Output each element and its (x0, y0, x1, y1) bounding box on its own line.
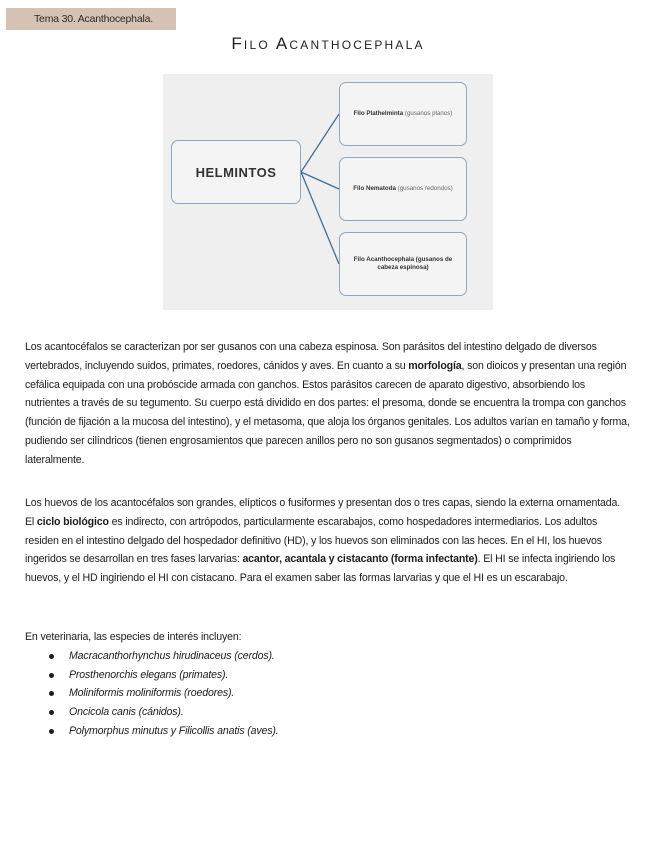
diagram-root-label: HELMINTOS (195, 164, 277, 180)
list-item: Prosthenorchis elegans (primates). (25, 666, 630, 685)
text-run: , son dioicos y presentan una región cefálica equipada con una probóscide armada con ganchos. Estos parásitos carecen de aparato digestivo, absorbiendo los nutrientes a través de su tegumento. Su cuerpo está dividido en dos partes: el presoma, donde se encuentra la trompa con ganchos (función de fijación a la mucosa del intestino), y el metasoma, que aloja los órganos genitales. Los adultos varían en tamaño y forma, pudiendo ser cilíndricos (tienen engrosamientos que parecen anillos pero no son gusanos segmentados) o comprimidos lateralmente. (25, 359, 630, 466)
paragraph-morphology (25, 338, 630, 470)
branch-note: (gusanos redondos) (397, 185, 453, 192)
branch-name: Filo Nematoda (353, 185, 396, 192)
topic-tag (6, 8, 176, 30)
helminth-diagram (163, 74, 493, 310)
species-intro: En veterinaria, las especies de interés incluyen: (25, 631, 242, 643)
list-item: Macracanthorhynchus hirudinaceus (cerdos). (25, 647, 630, 666)
list-item: Polymorphus minutus y Filicollis anatis (aves). (25, 722, 630, 741)
paragraph-species (25, 628, 630, 741)
connector-plathelminta (301, 114, 339, 172)
branch-name: Filo Acanthocephala (gusanos de cabeza espinosa) (353, 256, 453, 271)
text-run: es indirecto, con artrópodos, particularmente escarabajos, como hospedadores intermediarios. Los adultos residen en el intestino delgado del hospedador definitivo (HD), y los huevos son eliminados con las heces. En el HI, los huevos ingeridos se desarrollan en tres fases larvarias: (25, 515, 602, 566)
branch-note: (gusanos planos) (404, 110, 453, 117)
page-title: Filo Acanthocephala (231, 34, 425, 53)
diagram-branch-nematoda (339, 157, 467, 221)
bold-term: acantor, acantala y cistacanto (forma infectante) (242, 553, 478, 566)
diagram-branch-plathelminta (339, 82, 467, 146)
paragraph-life-cycle (25, 494, 630, 588)
text-run: Los huevos de los acantocéfalos son grandes, elípticos o fusiformes y presentan dos o tres capas, siendo la externa ornamentada. El (25, 497, 621, 528)
diagram-branch-acanthocephala (339, 232, 467, 296)
list-item: Moliniformis moliniformis (roedores). (25, 684, 630, 703)
list-item: Oncicola canis (cánidos). (25, 703, 630, 722)
bold-term: ciclo biológico (36, 515, 109, 528)
text-run: . El HI se infecta ingiriendo los huevos, y el HD ingiriendo el HI con cistacano. Para el examen saber las formas larvarias y que el HI es un escarabajo. (25, 553, 616, 585)
text-run: Los acantocéfalos se caracterizan por ser gusanos con una cabeza espinosa. Son parásitos del intestino delgado de diversos vertebrados, incluyendo suidos, primates, roedores, cánidos y aves. En cuanto a su (25, 341, 597, 372)
species-list (25, 647, 630, 741)
branch-name: Filo Plathelminta (353, 110, 404, 117)
bold-term: morfología (408, 359, 462, 372)
diagram-root-box (171, 140, 301, 204)
topic-tag-label: Tema 30. Acanthocephala. (34, 13, 153, 25)
